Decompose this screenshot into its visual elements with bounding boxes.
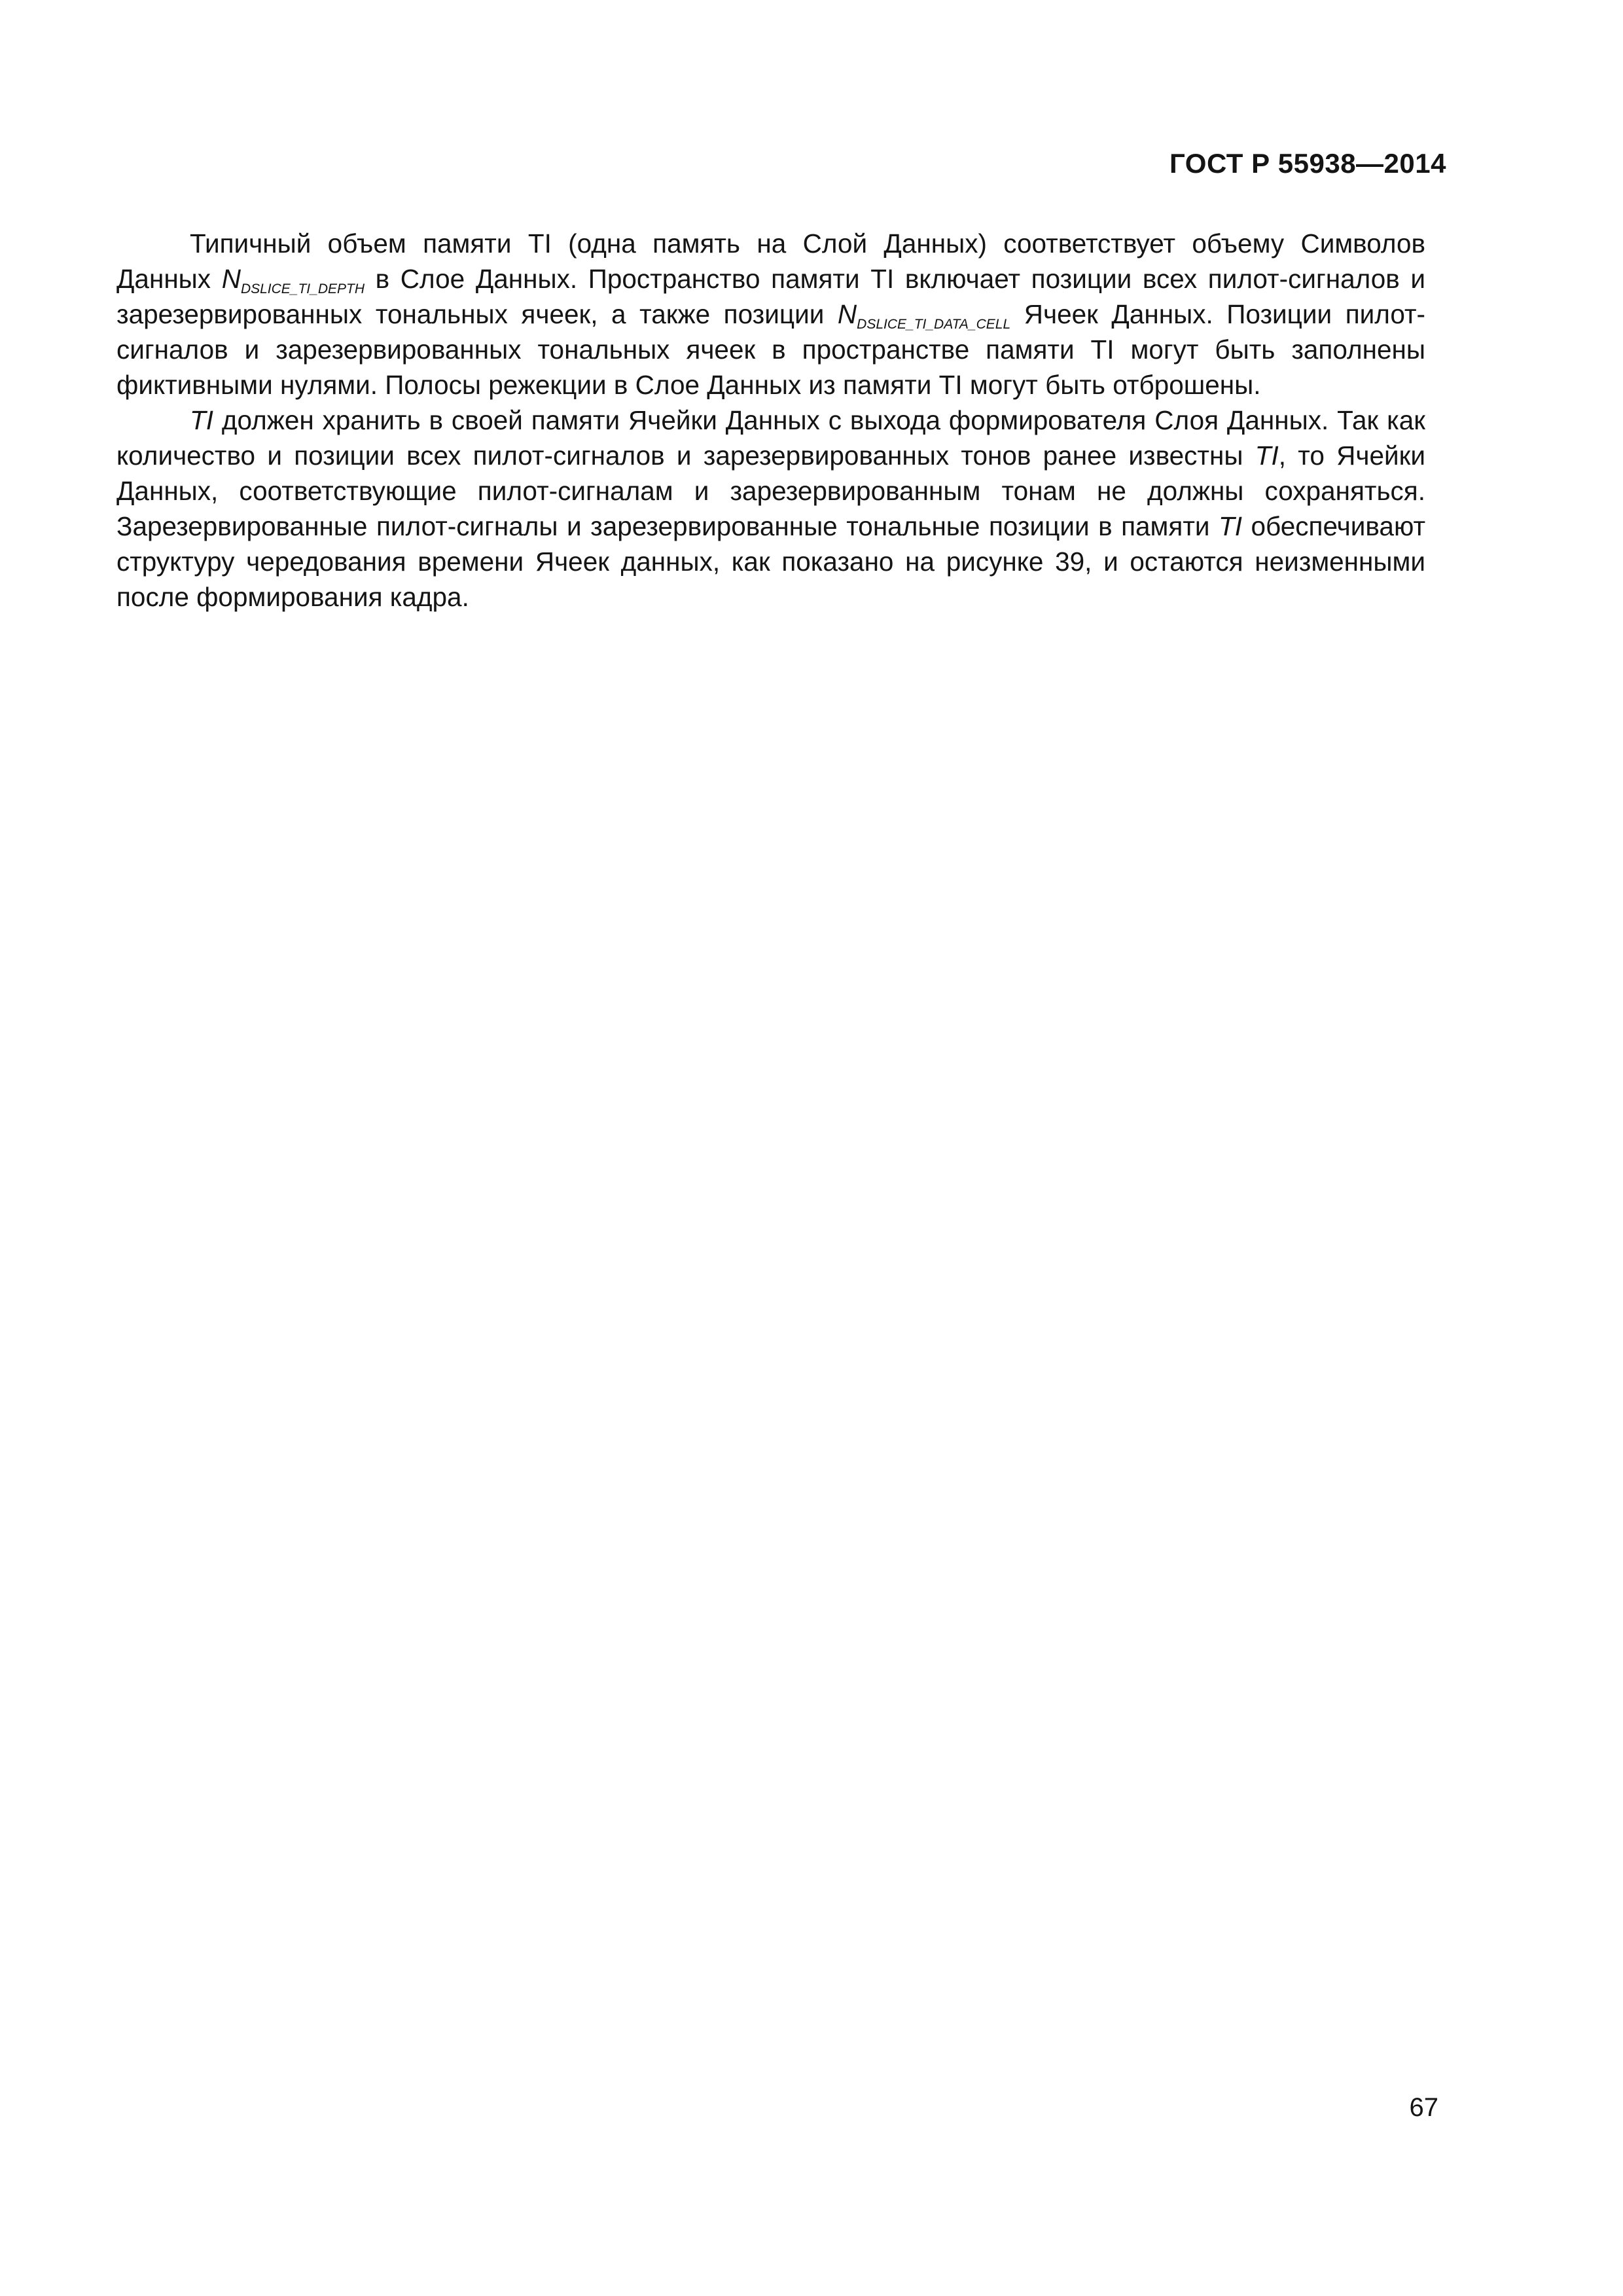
paragraph-text: Ячеек Данных. Позиции пилот-сигналов и зарезервированных тональных ячеек в пространстве памяти TI могут быть заполнены фиктивными нулями. Полосы режекции в Слое Данных из памяти TI могут быть отброшены.	[116, 299, 1426, 400]
variable-subscript-depth: DSLICE_TI_DEPTH	[240, 281, 365, 296]
paragraph-text: Типичный объем памяти TI (одна память на Слой Данных) соответствует объему Символов Данных	[116, 228, 1425, 294]
paragraph-text: должен хранить в своей памяти Ячейки Данных с выхода формирователя Слоя Данных. Так как количество и позиции всех пилот-сигналов и зарезервированных тонов ранее известны	[116, 405, 1425, 471]
standard-header: ГОСТ Р 55938—2014	[1169, 148, 1446, 179]
paragraph-ti-memory	[116, 226, 1425, 403]
term-ti: TI	[1219, 511, 1242, 541]
variable-n-data-cell: N	[837, 299, 857, 329]
paragraph-text: в Слое Данных. Пространство памяти TI включает позиции всех пилот-сигналов и зарезервированных тональных ячеек, а также позиции	[116, 264, 1425, 329]
paragraph-text: , то Ячейки Данных, соответствующие пилот-сигналам и зарезервированным тонам не должны сохраняться. Зарезервированные пилот-сигналы и зарезервированные тональные позиции в памяти	[116, 440, 1425, 541]
paragraph-ti-storage	[116, 403, 1425, 615]
term-ti: TI	[190, 405, 213, 435]
paragraph-text: обеспечивают структуру чередования времени Ячеек данных, как показано на рисунке 39, и остаются неизменными после формирования кадра.	[116, 511, 1425, 612]
page-number: 67	[1409, 2093, 1438, 2122]
variable-n-depth: N	[221, 264, 241, 294]
term-ti: TI	[1255, 440, 1279, 471]
body-text	[116, 226, 1425, 615]
variable-subscript-data-cell: DSLICE_TI_DATA_CELL	[857, 317, 1011, 332]
